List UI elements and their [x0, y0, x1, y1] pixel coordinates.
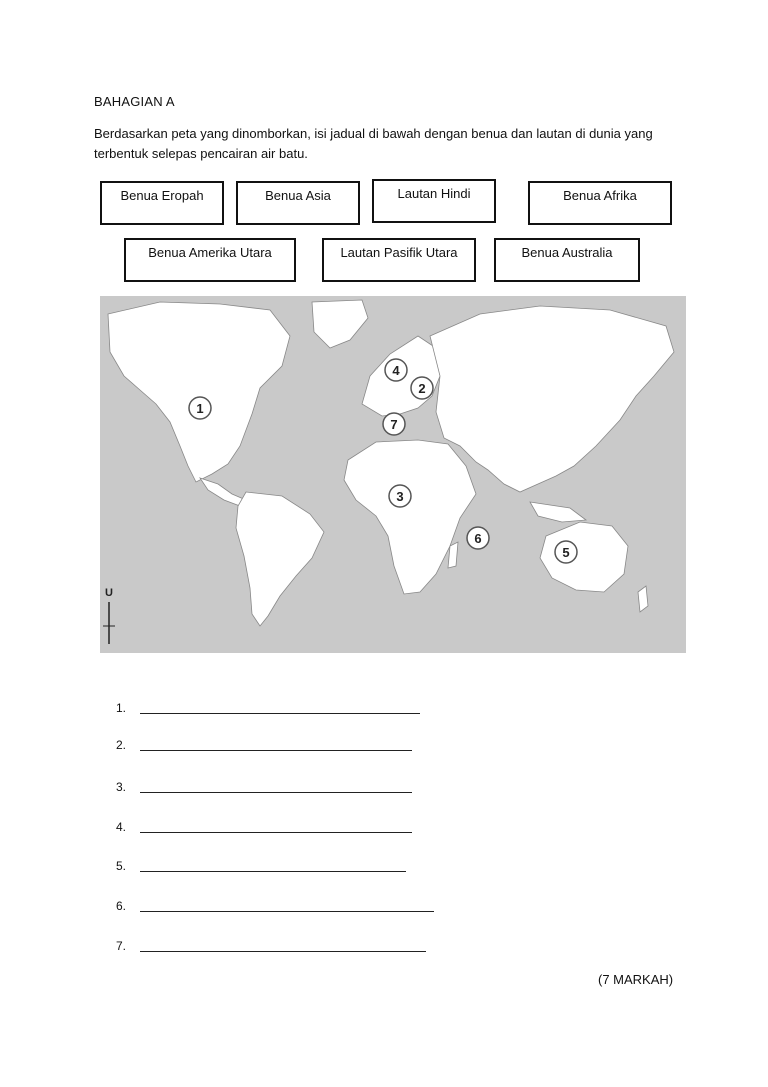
answer-number: 7.: [116, 939, 127, 953]
word-label: Lautan Pasifik Utara: [340, 245, 458, 260]
answer-row: [116, 939, 140, 953]
word-box-benua-amerika-utara: [124, 238, 296, 282]
answer-line[interactable]: [140, 951, 426, 952]
section-title: BAHAGIAN A: [94, 94, 175, 109]
word-label: Benua Eropah: [120, 188, 204, 203]
answer-row: [116, 780, 140, 794]
answer-row: [116, 859, 140, 873]
total-marks: (7 MARKAH): [598, 972, 674, 987]
answer-line[interactable]: [140, 911, 434, 912]
answer-line[interactable]: [140, 871, 406, 872]
word-label: Benua Australia: [521, 245, 613, 260]
answer-row: [116, 899, 140, 913]
answer-line[interactable]: [140, 792, 412, 793]
marker-2-label: 2: [418, 381, 426, 396]
word-label: Lautan Hindi: [397, 186, 471, 201]
marker-6-label: 6: [474, 531, 482, 546]
marker-3-label: 3: [396, 489, 404, 504]
marker-1-label: 1: [196, 401, 204, 416]
answer-row: [116, 701, 140, 715]
marker-7-label: 7: [390, 417, 398, 432]
word-box-lautan-pasifik-utara: [322, 238, 476, 282]
answer-line[interactable]: [140, 750, 412, 751]
word-box-benua-afrika: [528, 181, 672, 225]
marker-4-label: 4: [392, 363, 400, 378]
instruction-text: Berdasarkan peta yang dinomborkan, isi jadual di bawah dengan benua dan lautan di dunia yang terbentuk selepas pencairan air batu.: [94, 126, 653, 161]
marker-5-label: 5: [562, 545, 570, 560]
answer-line[interactable]: [140, 832, 412, 833]
word-label: Benua Afrika: [563, 188, 637, 203]
word-label: Benua Amerika Utara: [148, 245, 272, 260]
world-map: [100, 296, 686, 653]
answer-number: 3.: [116, 780, 127, 794]
answer-number: 6.: [116, 899, 127, 913]
answer-number: 2.: [116, 738, 127, 752]
word-box-benua-asia: [236, 181, 360, 225]
answer-row: [116, 820, 140, 834]
north-label: U: [105, 587, 113, 599]
word-box-benua-eropah: [100, 181, 224, 225]
answer-number: 4.: [116, 820, 127, 834]
word-box-benua-australia: [494, 238, 640, 282]
word-label: Benua Asia: [265, 188, 331, 203]
answer-number: 5.: [116, 859, 127, 873]
answer-line[interactable]: [140, 713, 420, 714]
word-box-lautan-hindi: [372, 179, 496, 223]
answer-row: [116, 738, 140, 752]
answer-number: 1.: [116, 701, 127, 715]
